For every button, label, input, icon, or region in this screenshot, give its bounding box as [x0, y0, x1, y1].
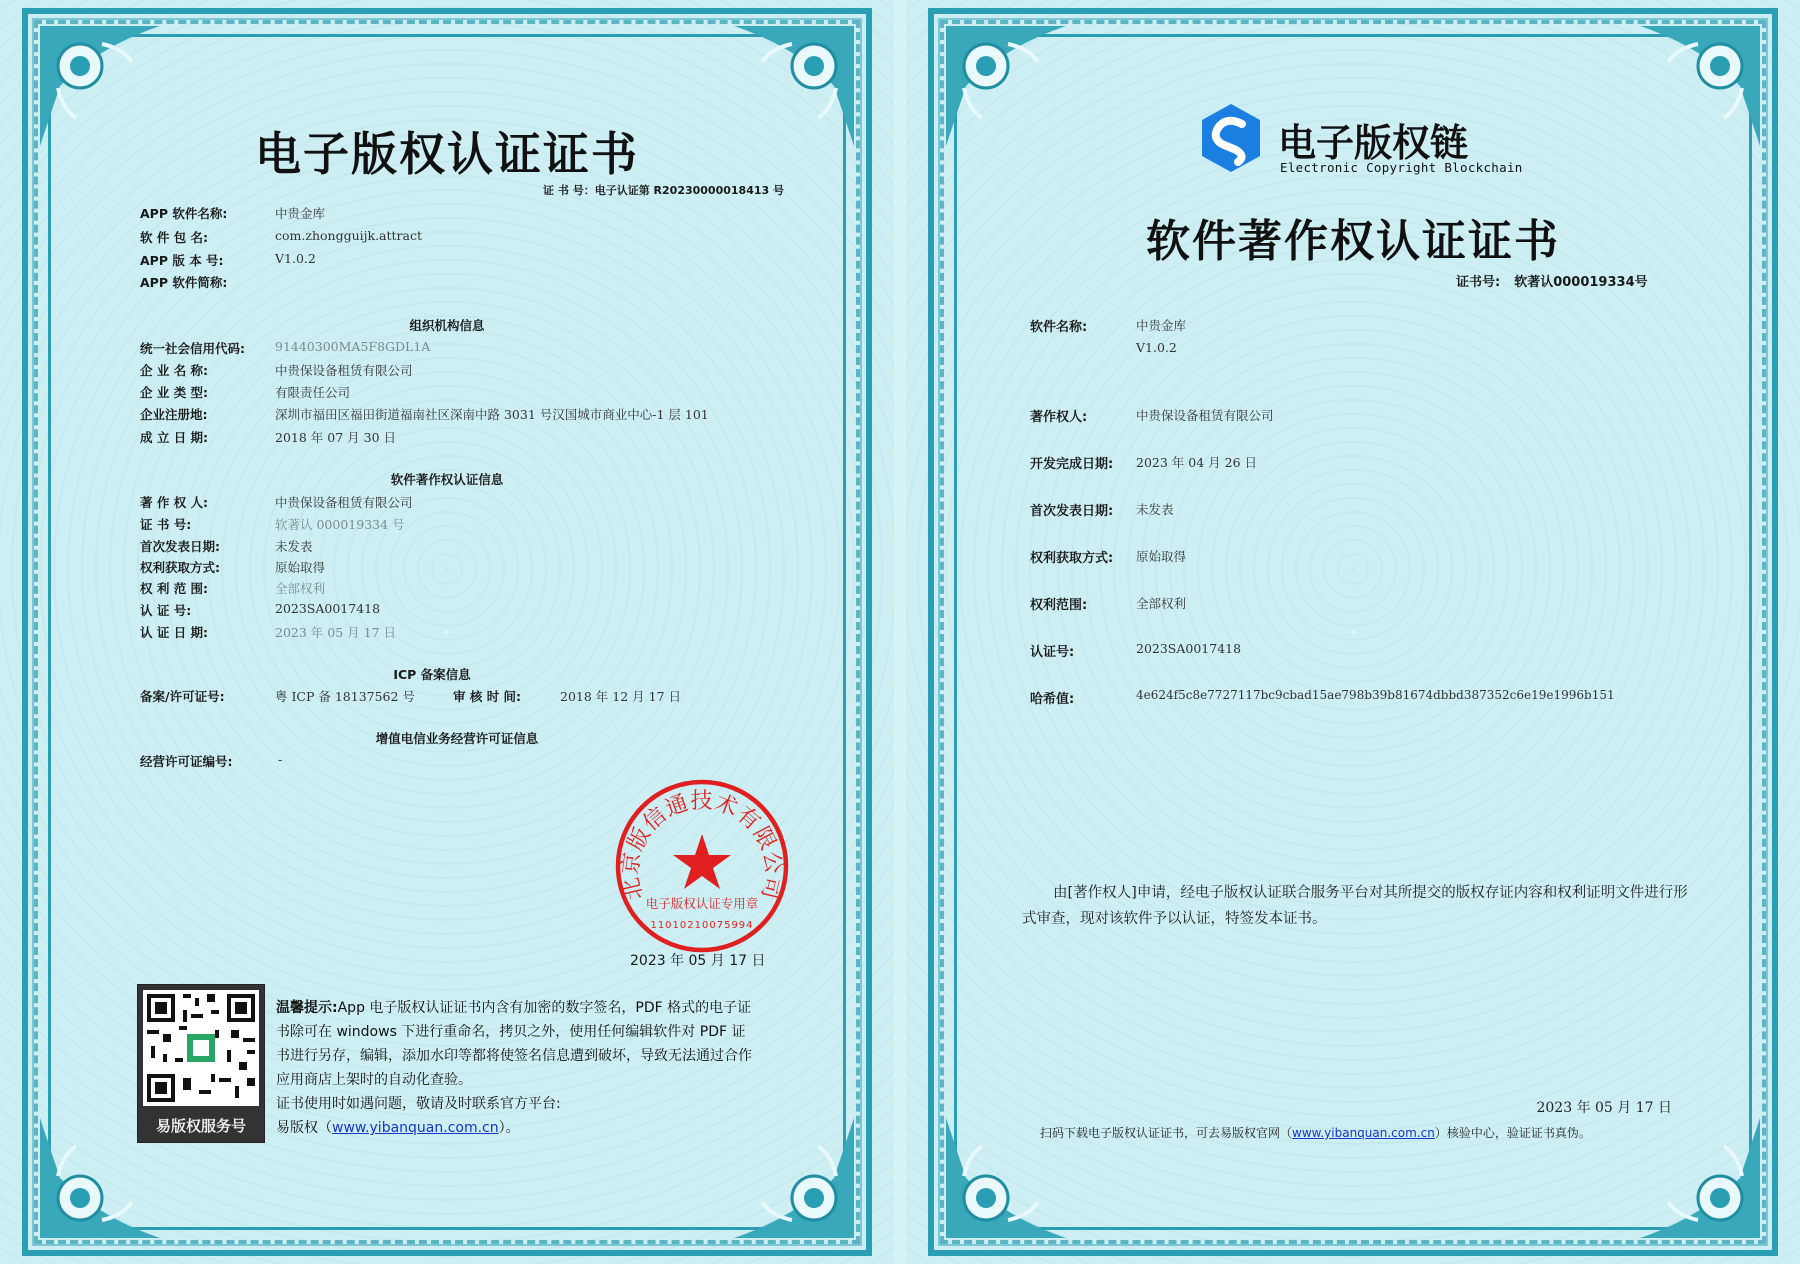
first-publish-value: 未发表 — [1136, 502, 1174, 517]
company-type-label: 企 业 类 型: — [140, 385, 209, 400]
rights-scope-value: 全部权利 — [1136, 596, 1187, 611]
footer-suffix: ）核验中心，验证证书真伪。 — [1434, 1126, 1591, 1140]
package-name-value: com.zhongguijk.attract — [275, 228, 422, 243]
copyright-owner-value: 中贵保设备租赁有限公司 — [275, 495, 413, 510]
icp-review-value: 2018 年 12 月 17 日 — [560, 689, 681, 704]
org-section-title: 组织机构信息 — [409, 318, 485, 333]
icp-license-value: 粤 ICP 备 18137562 号 — [275, 689, 415, 704]
notice-contact: 证书使用时如遇问题，敬请及时联系官方平台: — [276, 1096, 561, 1112]
qr-code-block[interactable] — [137, 984, 265, 1143]
rights-scope-label: 权 利 范 围: — [140, 581, 209, 596]
app-name-value: 中贵金库 — [275, 206, 326, 221]
software-version-value: V1.0.2 — [1136, 340, 1177, 355]
auth-no-value: 2023SA0017418 — [275, 601, 381, 616]
hash-value: 4e624f5c8e7727117bc9cbad15ae798b39b81674dbbd387352c6e19e1996b151 — [1136, 688, 1615, 702]
notice-text — [276, 996, 756, 1140]
copyright-owner-label: 著作权人: — [1030, 410, 1088, 425]
official-seal-icon — [614, 778, 790, 954]
hash-label: 哈希值: — [1030, 692, 1075, 707]
certificate-left — [0, 0, 894, 1264]
app-version-label: APP 版 本 号: — [140, 253, 224, 268]
certification-statement: 由[著作权人]申请，经电子版权认证联合服务平台对其所提交的版权存证内容和权利证明文件进行形式审查，现对该软件予以认证，特签发本证书。 — [1022, 885, 1688, 927]
registered-address-label: 企业注册地: — [140, 407, 208, 422]
acquisition-label: 权利获取方式: — [1030, 551, 1114, 566]
rights-scope-label: 权利范围: — [1030, 598, 1088, 613]
certificate-right — [906, 0, 1800, 1264]
acquisition-value: 原始取得 — [1136, 549, 1187, 564]
copyright-owner-label: 著 作 权 人: — [140, 495, 209, 510]
rights-scope-value: 全部权利 — [275, 581, 326, 596]
icp-section-title: ICP 备案信息 — [393, 667, 471, 682]
svg-text:11010210075994: 11010210075994 — [650, 920, 754, 931]
svg-text:电子版权认证专用章: 电子版权认证专用章 — [645, 896, 759, 911]
site-link[interactable]: www.yibanquan.com.cn — [332, 1120, 499, 1136]
auth-no-value: 2023SA0017418 — [1136, 641, 1242, 656]
footer-site-link[interactable]: www.yibanquan.com.cn — [1292, 1126, 1435, 1140]
footer-note — [1040, 1124, 1740, 1141]
certificate-number — [1456, 271, 1648, 290]
telecom-license-value: - — [278, 752, 283, 767]
cert-no-value: 软著认000019334号 — [1514, 275, 1648, 290]
app-short-name-label: APP 软件简称: — [140, 275, 228, 290]
corner-ornament-icon — [1640, 26, 1760, 146]
telecom-license-label: 经营许可证编号: — [140, 754, 233, 769]
copyright-cert-no-value: 软著认 000019334 号 — [275, 517, 405, 532]
registered-address-value: 深圳市福田区福田街道福南社区深南中路 3031 号汉国城市商业中心-1 层 101 — [275, 407, 709, 422]
footer-prefix: 扫码下载电子版权认证证书，可去易版权官网（ — [1040, 1126, 1293, 1140]
dev-completion-value: 2023 年 04 月 26 日 — [1136, 455, 1257, 470]
app-name-label: APP 软件名称: — [140, 206, 228, 221]
copyright-section-title: 软件著作权认证信息 — [390, 472, 504, 487]
certificate-title: 电子版权认证证书 — [255, 127, 639, 181]
stamp-date: 2023 年 05 月 17 日 — [630, 953, 766, 969]
qr-code-icon[interactable] — [143, 990, 259, 1106]
software-name-label: 软件名称: — [1030, 320, 1088, 335]
first-publish-value: 未发表 — [275, 539, 313, 554]
brand-name-en: Electronic Copyright Blockchain — [1280, 160, 1523, 175]
acquisition-value: 原始取得 — [275, 560, 326, 575]
copyright-cert-no-label: 证 书 号: — [140, 517, 192, 532]
qr-label: 易版权服务号 — [155, 1117, 246, 1135]
company-name-label: 企 业 名 称: — [140, 363, 209, 378]
icp-review-label: 审 核 时 间: — [453, 689, 522, 704]
credit-code-label: 统一社会信用代码: — [140, 341, 245, 356]
auth-date-label: 认 证 日 期: — [140, 625, 209, 640]
auth-no-label: 认 证 号: — [140, 603, 192, 618]
notice-heading: 温馨提示: — [276, 1000, 338, 1016]
svg-text:北京版信通技术有限公司: 北京版信通技术有限公司 — [618, 789, 786, 903]
first-publish-label: 首次发表日期: — [1030, 504, 1114, 519]
cert-no-label: 证书号: — [1456, 275, 1501, 290]
icp-license-label: 备案/许可证号: — [140, 689, 225, 704]
certificate-number: 证 书 号：电子认证第 R20230000018413 号 — [543, 184, 784, 197]
issue-date: 2023 年 05 月 17 日 — [1536, 1100, 1672, 1116]
credit-code-value: 91440300MA5F8GDL1A — [275, 339, 431, 354]
software-name-value: 中贵金库 — [1136, 318, 1187, 333]
corner-ornament-icon — [946, 26, 1066, 146]
founded-date-label: 成 立 日 期: — [140, 430, 209, 445]
auth-date-value: 2023 年 05 月 17 日 — [275, 625, 396, 640]
auth-no-label: 认证号: — [1030, 645, 1075, 660]
founded-date-value: 2018 年 07 月 30 日 — [275, 430, 396, 445]
company-type-value: 有限责任公司 — [275, 385, 351, 400]
telecom-section-title: 增值电信业务经营许可证信息 — [375, 731, 539, 746]
company-name-value: 中贵保设备租赁有限公司 — [275, 363, 413, 378]
package-name-label: 软 件 包 名: — [140, 230, 209, 245]
blockchain-logo-icon — [1196, 102, 1266, 174]
certificate-title: 软件著作权认证证书 — [1146, 216, 1560, 267]
notice-site-suffix: ）。 — [498, 1120, 520, 1136]
notice-site-prefix: 易版权（ — [276, 1120, 332, 1136]
first-publish-label: 首次发表日期: — [140, 539, 220, 554]
acquisition-label: 权利获取方式: — [140, 560, 220, 575]
copyright-owner-value: 中贵保设备租赁有限公司 — [1136, 408, 1274, 423]
app-version-value: V1.0.2 — [275, 251, 316, 266]
dev-completion-label: 开发完成日期: — [1030, 457, 1114, 472]
brand-name: 电子版权链 — [1278, 121, 1469, 165]
notice-body: App 电子版权认证证书内含有加密的数字签名，PDF 格式的电子证书除可在 windows 下进行重命名，拷贝之外，使用任何编辑软件对 PDF 证书进行另存，编辑，添加水印等都将使签名信息遭到破坏，导致无法通过合作应用商店上架时的自动化查验。 — [276, 1000, 752, 1088]
